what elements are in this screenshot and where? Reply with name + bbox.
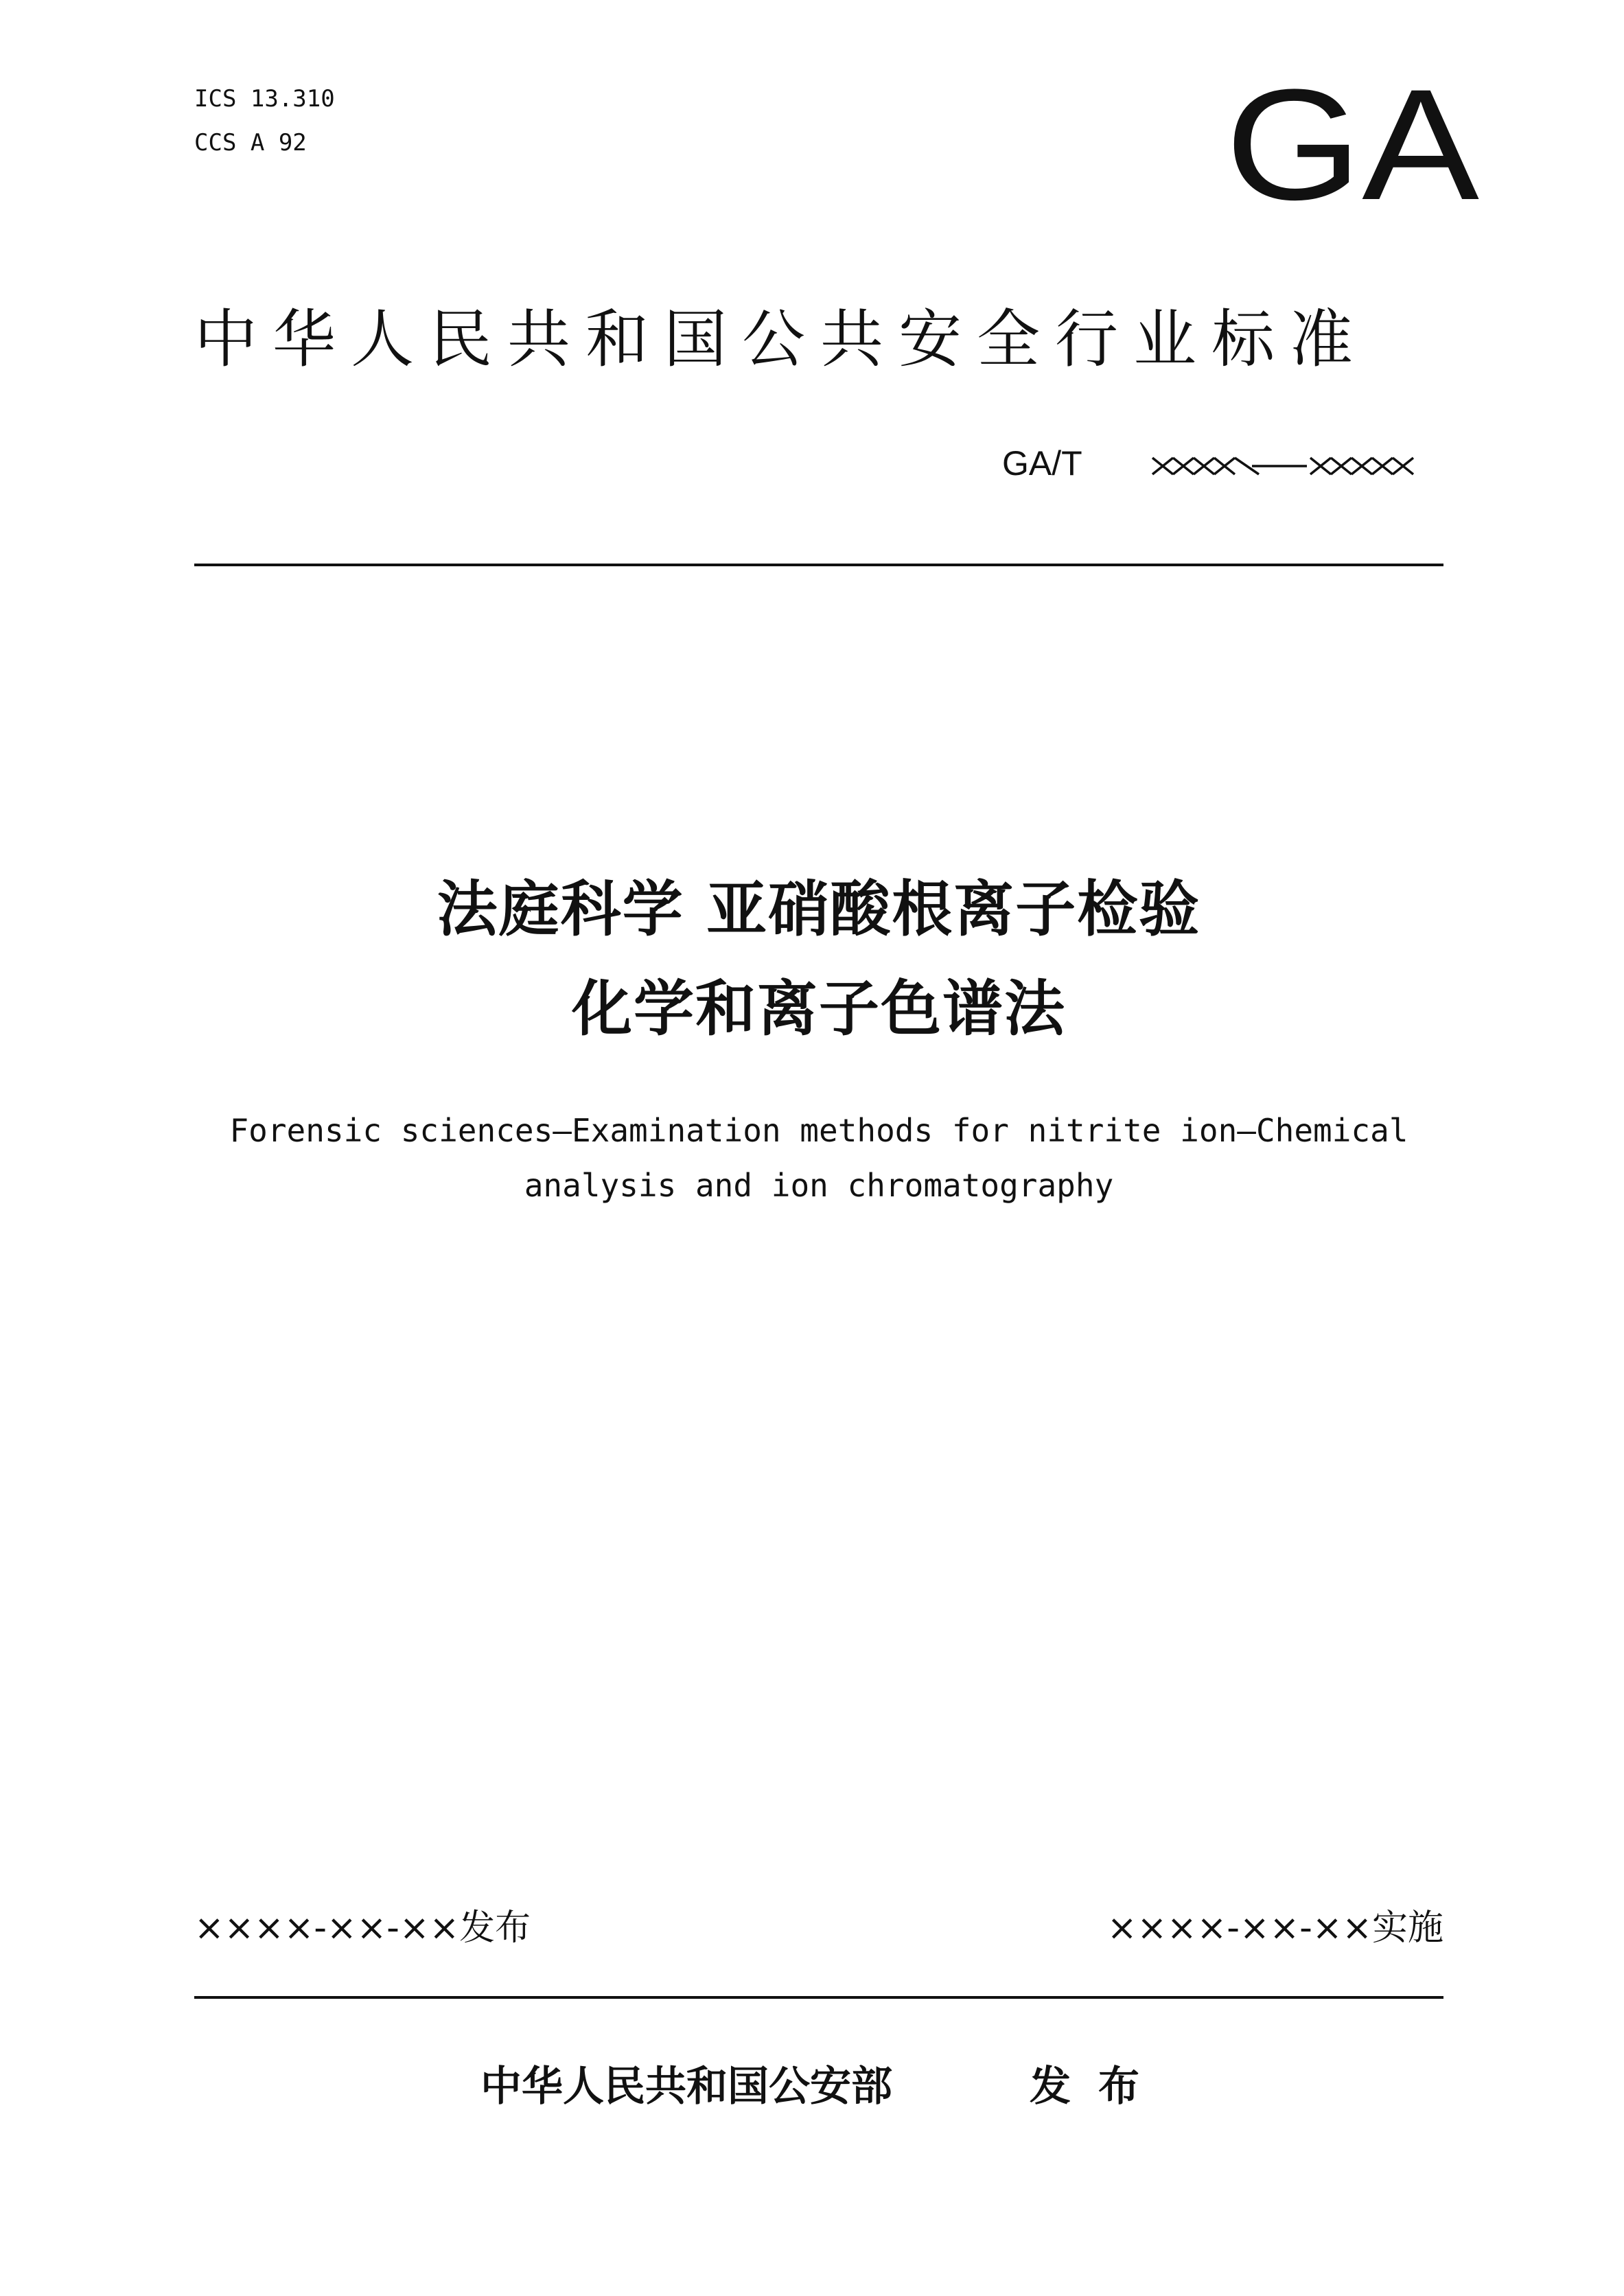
- title-cn-line2: 化学和离子色谱法: [571, 973, 1066, 1044]
- ga-logo: [1222, 72, 1483, 216]
- implementation-date: ××××-××-××实施: [1106, 1907, 1443, 1949]
- standard-number-placeholder: [1149, 452, 1437, 480]
- classification-codes: [194, 77, 335, 165]
- issue-label: 发布: [1030, 2063, 1167, 2111]
- ccs-code: CCS A 92: [194, 129, 307, 156]
- issue-date: ××××-××-××发布: [194, 1907, 531, 1949]
- title-cn-line1: 法庭科学 亚硝酸根离子检验: [437, 874, 1201, 944]
- header-divider: [194, 564, 1443, 566]
- standard-category-name: 中华人民共和国公共安全行业标准: [194, 303, 1369, 376]
- ics-code: ICS 13.310: [194, 85, 335, 113]
- standard-number: [1002, 439, 1437, 487]
- footer-divider: [194, 1996, 1443, 1999]
- title-en-line2: analysis and ion chromatography: [524, 1167, 1114, 1204]
- title-en-line1: Forensic sciences—Examination methods for nitrite ion—Chemical: [229, 1112, 1408, 1149]
- standard-number-prefix: GA/T: [1002, 444, 1082, 483]
- issuing-authority: 中华人民共和国公安部: [480, 2063, 892, 2111]
- ga-logo-text: GA: [1225, 72, 1479, 216]
